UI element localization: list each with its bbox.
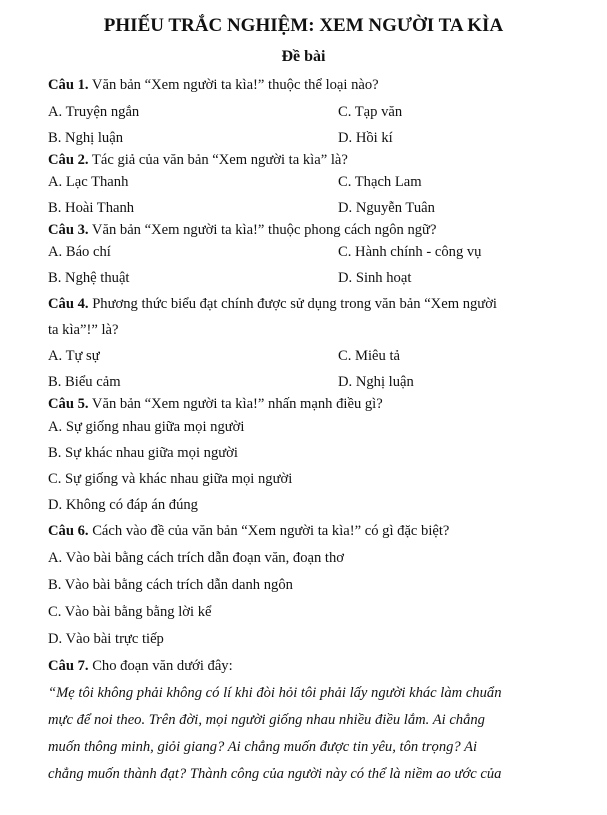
question-number: Câu 4. [48,296,89,312]
question-1 [48,72,559,99]
question-text: Cho đoạn văn dưới đây: [88,658,233,674]
passage-line: muốn thông minh, giỏi giang? Ai chẳng muốn được tin yêu, tôn trọng? Ai [48,739,478,755]
answer-option[interactable]: C. Sự giống và khác nhau giữa mọi người [48,471,293,487]
answer-option[interactable]: D. Hồi kí [338,130,393,146]
worksheet-title: PHIẾU TRẮC NGHIỆM: XEM NGƯỜI TA KÌA [103,15,504,36]
question-2-options [48,169,559,221]
answer-option[interactable]: C. Hành chính - công vụ [338,244,482,260]
answer-option[interactable]: A. Truyện ngắn [48,104,140,120]
question-text: Tác giả của văn bản “Xem người ta kìa” là? [88,152,348,168]
question-6-options [48,545,559,653]
answer-option[interactable]: C. Thạch Lam [338,174,422,190]
question-5-options [48,414,559,518]
question-text: Văn bản “Xem người ta kìa!” thuộc thể loại nào? [88,77,379,93]
quoted-passage [48,680,559,788]
answer-option[interactable]: D. Vào bài trực tiếp [48,631,164,647]
question-6 [48,518,559,545]
question-number: Câu 7. [48,658,89,674]
answer-option[interactable]: A. Báo chí [48,244,111,260]
question-number: Câu 3. [48,222,89,238]
question-5 [48,395,559,414]
question-text: Phương thức biểu đạt chính được sử dụng trong văn bản “Xem người [88,296,497,312]
question-1-options [48,99,559,151]
answer-option[interactable]: A. Tự sự [48,348,100,364]
question-text: Văn bản “Xem người ta kìa!” nhấn mạnh điều gì? [88,396,383,412]
answer-option[interactable]: A. Vào bài bằng cách trích dẫn đoạn văn, đoạn thơ [48,550,344,566]
answer-option[interactable]: B. Nghệ thuật [48,270,130,286]
answer-option[interactable]: A. Lạc Thanh [48,174,129,190]
question-4 [48,291,559,317]
question-number: Câu 1. [48,77,89,93]
question-3 [48,221,559,239]
answer-option[interactable]: B. Vào bài bằng cách trích dẫn danh ngôn [48,577,293,593]
question-4-options [48,343,559,395]
answer-option[interactable]: D. Nghị luận [338,374,414,390]
passage-line: “Mẹ tôi không phải không có lí khi đòi hỏi tôi phải lấy người khác làm chuẩn [48,685,502,701]
question-3-options [48,239,559,291]
passage-line: chẳng muốn thành đạt? Thành công của người này có thể là niềm ao ước của [48,766,502,782]
answer-option[interactable]: D. Sinh hoạt [338,270,412,286]
answer-option[interactable]: D. Nguyễn Tuân [338,200,435,216]
question-4-continued: ta kìa”!” là? [48,322,119,338]
question-7 [48,653,559,680]
answer-option[interactable]: B. Biểu cảm [48,374,121,390]
answer-option[interactable]: B. Nghị luận [48,130,123,146]
question-number: Câu 5. [48,396,89,412]
passage-line: mực để noi theo. Trên đời, mọi người giống nhau nhiều điều lắm. Ai chẳng [48,712,485,728]
question-2 [48,151,559,169]
section-heading: Đề bài [281,48,326,65]
question-number: Câu 2. [48,152,89,168]
answer-option[interactable]: A. Sự giống nhau giữa mọi người [48,419,245,435]
question-number: Câu 6. [48,523,89,539]
answer-option[interactable]: C. Vào bài bằng bằng lời kể [48,604,212,620]
answer-option[interactable]: C. Miêu tả [338,348,401,364]
answer-option[interactable]: B. Hoài Thanh [48,200,135,216]
answer-option[interactable]: D. Không có đáp án đúng [48,497,198,513]
question-text: Cách vào đề của văn bản “Xem người ta kìa!” có gì đặc biệt? [88,523,450,539]
question-text: Văn bản “Xem người ta kìa!” thuộc phong cách ngôn ngữ? [88,222,437,238]
answer-option[interactable]: C. Tạp văn [338,104,403,120]
answer-option[interactable]: B. Sự khác nhau giữa mọi người [48,445,238,461]
